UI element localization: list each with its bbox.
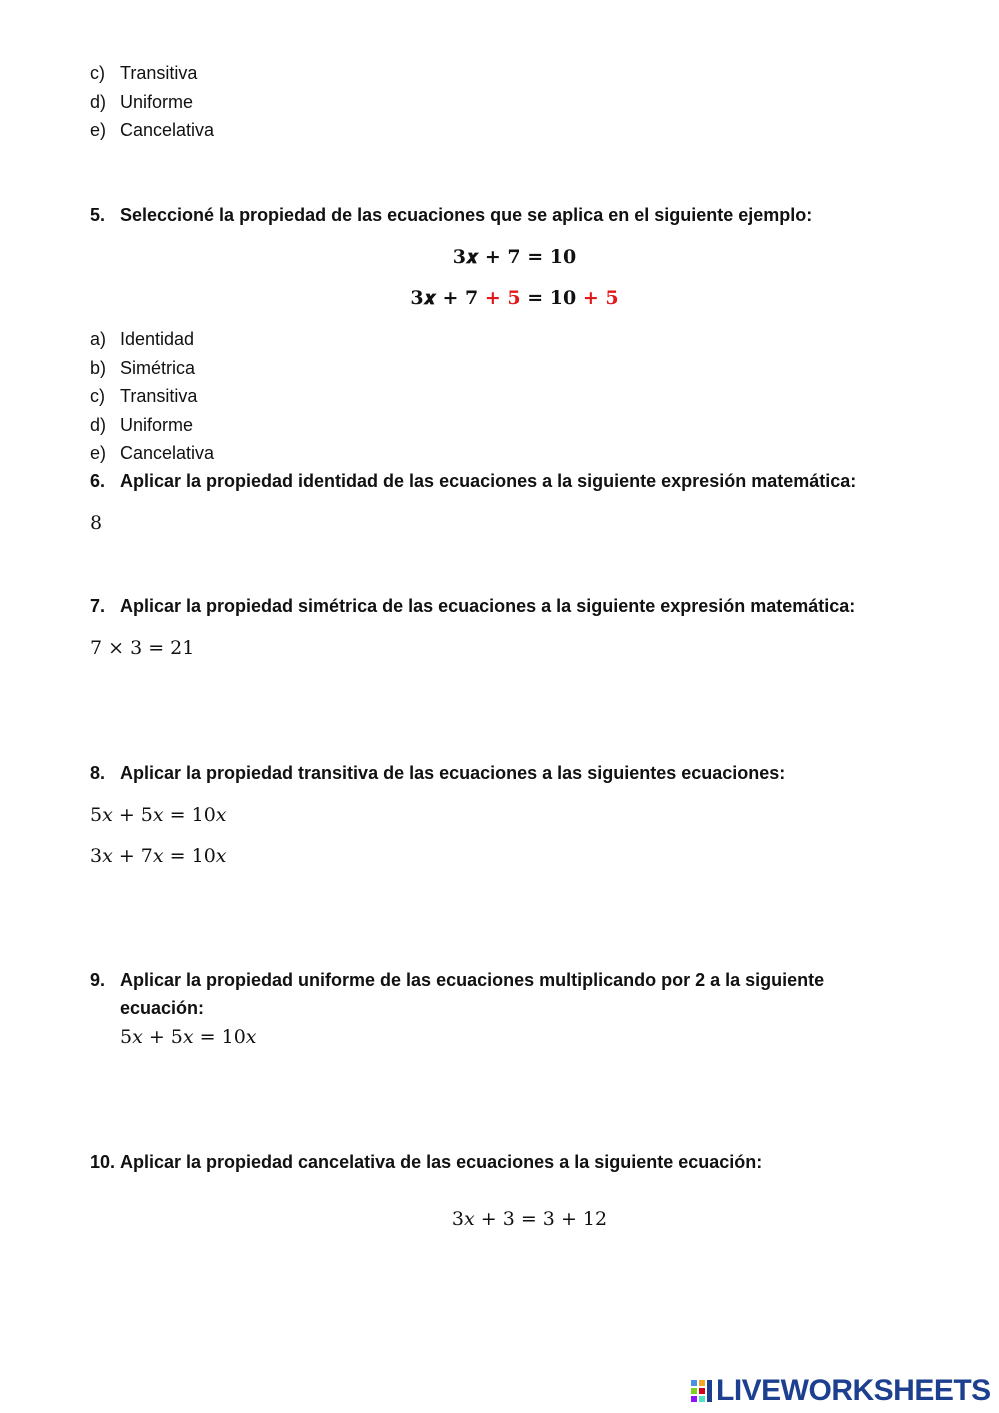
- brand-text: LIVEWORKSHEETS: [716, 1374, 991, 1407]
- option-label: e): [90, 443, 107, 463]
- option-text: Transitiva: [120, 63, 198, 83]
- question-number: 7.: [90, 596, 106, 616]
- q5-option-d: [90, 414, 193, 436]
- question-10: [90, 1151, 762, 1173]
- eq2-right: = 𝟏𝟎: [527, 287, 577, 309]
- question-number: 5.: [90, 205, 106, 225]
- question-number: 10.: [90, 1152, 116, 1172]
- option-text: Uniforme: [120, 92, 194, 112]
- q5-option-c: [90, 385, 197, 407]
- eq2-left: 𝟑𝒙 + 𝟕: [410, 287, 479, 309]
- question-9: [90, 969, 824, 991]
- option-text: Transitiva: [120, 386, 198, 406]
- q8-expression-2: 3𝑥 + 7𝑥 = 10𝑥: [90, 845, 227, 867]
- option-e-cancelativa: [90, 119, 214, 141]
- question-number: 6.: [90, 471, 106, 491]
- q9-expression: 5𝑥 + 5𝑥 = 10𝑥: [120, 1026, 257, 1048]
- q6-expression: 8: [90, 512, 103, 534]
- question-text: Aplicar la propiedad simétrica de las ecuaciones a la siguiente expresión matemática:: [120, 596, 856, 616]
- question-number: 8.: [90, 763, 106, 783]
- question-text: Aplicar la propiedad identidad de las ecuaciones a la siguiente expresión matemática:: [120, 471, 857, 491]
- question-8: [90, 762, 785, 784]
- option-label: c): [90, 386, 105, 406]
- option-label: b): [90, 358, 107, 378]
- option-text: Uniforme: [120, 415, 194, 435]
- option-text: Simétrica: [120, 358, 196, 378]
- question-9-line2: ecuación:: [120, 998, 205, 1018]
- liveworksheets-logo[interactable]: [690, 1374, 991, 1408]
- option-text: Cancelativa: [120, 443, 215, 463]
- liveworksheets-logo-icon: [690, 1378, 714, 1404]
- option-text: Identidad: [120, 329, 195, 349]
- question-7: [90, 595, 855, 617]
- option-label: a): [90, 329, 107, 349]
- q5-equation-2: [0, 286, 999, 310]
- option-label: d): [90, 415, 107, 435]
- question-text: Aplicar la propiedad transitiva de las ecuaciones a las siguientes ecuaciones:: [120, 763, 786, 783]
- question-text: Seleccioné la propiedad de las ecuaciones que se aplica en el siguiente ejemplo:: [120, 205, 813, 225]
- eq2-added-right: + 𝟓: [582, 287, 619, 309]
- question-text: Aplicar la propiedad cancelativa de las ecuaciones a la siguiente ecuación:: [120, 1152, 763, 1172]
- q10-expression: 3𝑥 + 3 = 3 + 12: [451, 1208, 608, 1230]
- q5-option-a: [90, 328, 194, 350]
- option-label: c): [90, 63, 105, 83]
- q7-expression: 7 × 3 = 21: [90, 637, 195, 659]
- question-text-line1: Aplicar la propiedad uniforme de las ecuaciones multiplicando por 2 a la siguiente: [120, 970, 825, 990]
- option-text: Cancelativa: [120, 120, 215, 140]
- option-label: d): [90, 92, 107, 112]
- option-label: e): [90, 120, 107, 140]
- eq2-added-left: + 𝟓: [484, 287, 521, 309]
- q8-expression-1: 5𝑥 + 5𝑥 = 10𝑥: [90, 804, 227, 826]
- q5-option-e: [90, 442, 214, 464]
- option-c-transitiva: [90, 62, 197, 84]
- question-6: [90, 470, 856, 492]
- q5-equation-1: 3𝒙 + 𝟕 = 𝟏𝟎: [452, 246, 577, 268]
- option-d-uniforme: [90, 91, 193, 113]
- q5-option-b: [90, 357, 195, 379]
- question-number: 9.: [90, 970, 106, 990]
- question-5: [90, 204, 812, 226]
